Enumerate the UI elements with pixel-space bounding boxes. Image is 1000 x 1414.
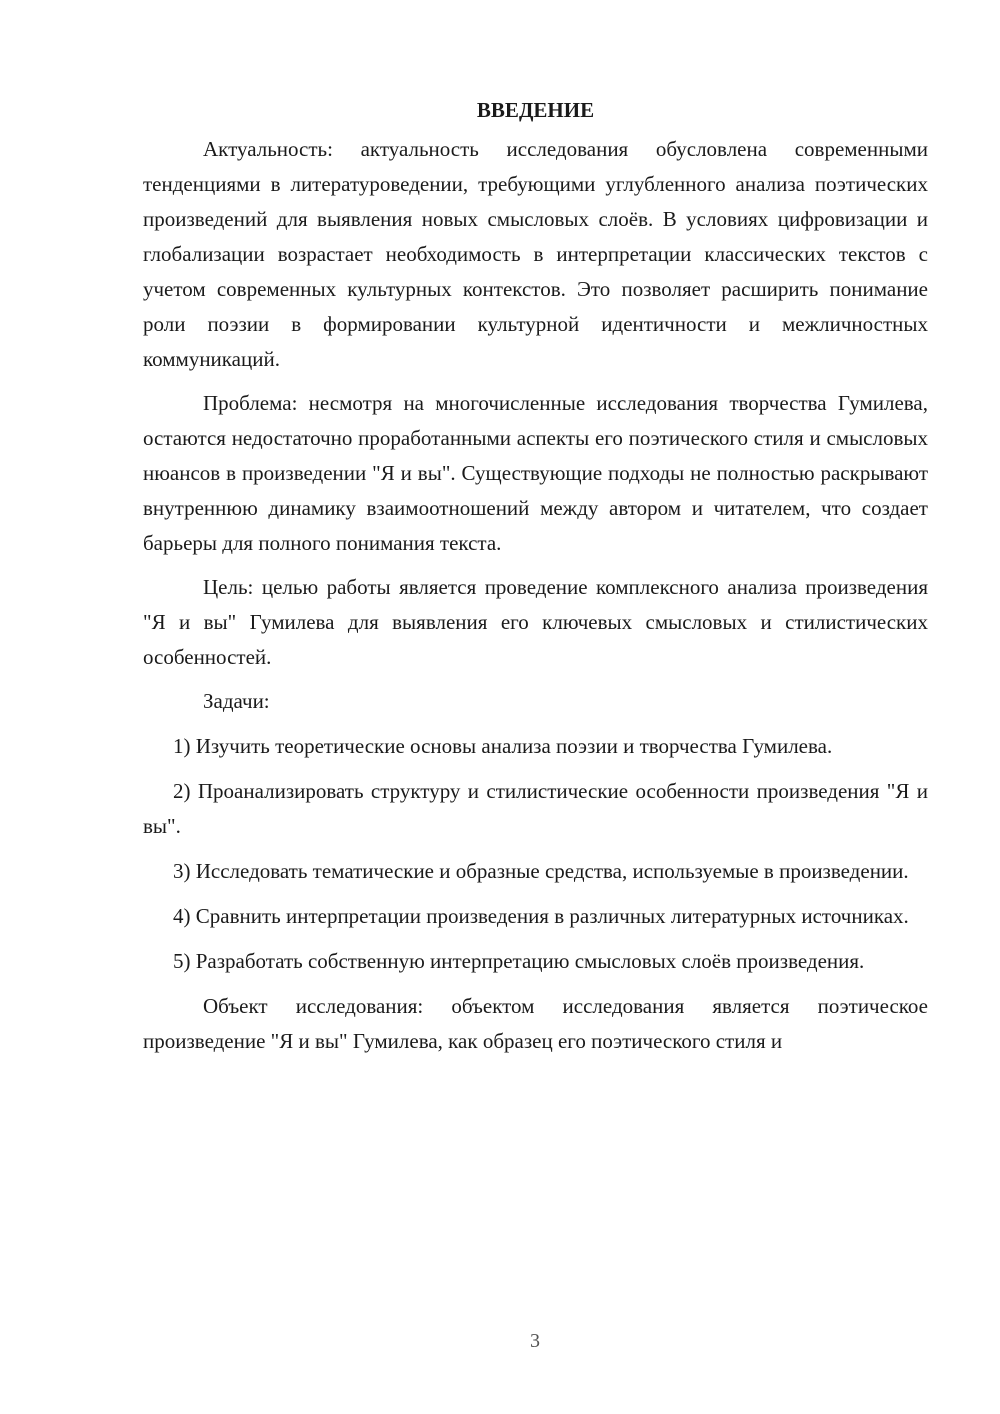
object-paragraph: Объект исследования: объектом исследования является поэтическое произведение "Я и вы" Гумилева, как образец его поэтического стиля и <box>143 994 928 1053</box>
tasks-label: Задачи: <box>203 689 270 713</box>
relevance-paragraph: Актуальность: актуальность исследования обусловлена современными тенденциями в литературоведении, требующими углубленного анализа поэтических произведений для выявления новых смысловых слоёв. В условиях цифровизации и глобализации возрастает необходимость в интерпретации классических текстов с учетом современных культурных контекстов. Это позволяет расширить понимание роли поэзии в формировании культурной идентичности и межличностных коммуникаций. <box>143 137 928 371</box>
task-item: 4) Сравнить интерпретации произведения в различных литературных источниках. <box>173 904 909 928</box>
task-item: 2) Проанализировать структуру и стилистические особенности произведения "Я и вы". <box>143 779 928 838</box>
page-number: 3 <box>530 1330 540 1352</box>
page-title: ВВЕДЕНИЕ <box>476 98 595 122</box>
task-item: 5) Разработать собственную интерпретацию смысловых слоёв произведения. <box>173 949 865 973</box>
document-page <box>143 88 928 1068</box>
problem-paragraph: Проблема: несмотря на многочисленные исследования творчества Гумилева, остаются недостаточно проработанными аспекты его поэтического стиля и смысловых нюансов в произведении "Я и вы". Существующие подходы не полностью раскрывают внутреннюю динамику взаимоотношений между автором и читателем, что создает барьеры для полного понимания текста. <box>143 391 928 555</box>
goal-paragraph: Цель: целью работы является проведение комплексного анализа произведения "Я и вы" Гумилева для выявления его ключевых смысловых и стилистических особенностей. <box>143 575 928 669</box>
task-item: 3) Исследовать тематические и образные средства, используемые в произведении. <box>173 859 909 883</box>
task-item: 1) Изучить теоретические основы анализа поэзии и творчества Гумилева. <box>173 734 833 758</box>
